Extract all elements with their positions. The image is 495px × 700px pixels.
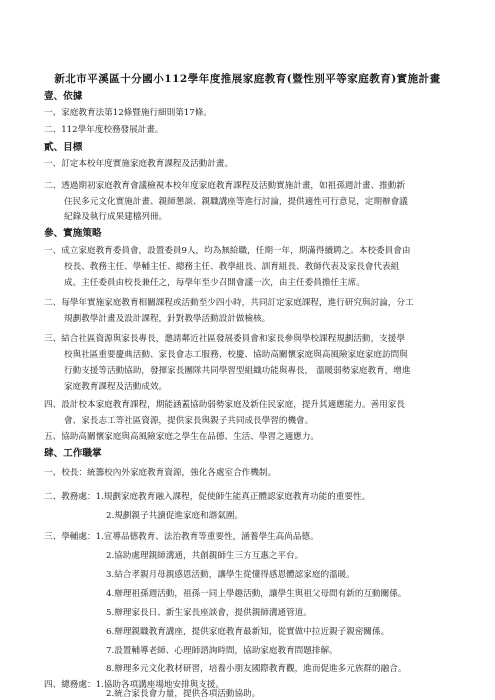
section-heading-goals: 貳、目標	[44, 142, 83, 153]
strategy-line: 四、設計校本家庭教育課程，期能涵蓋協助弱勢家庭及新住民家庭，提升其適應能力。善用家長	[44, 400, 405, 410]
goals-line: 一、訂定本校年度實施家庭教育課程及活動計畫。	[44, 159, 234, 169]
duty-line: 四、總務處：1.協助各項講座場地安排與支援。	[44, 680, 225, 690]
duty-line: 4.辦理祖孫週活動，祖孫一同上學趣活動，讓學生與祖父母間有新的互動關係。	[106, 589, 407, 599]
duty-line: 8.辦理多元文化教材研習，培養小朋友國際教育觀，進而促進多元族群的融合。	[106, 664, 407, 674]
strategy-line: 規劃教學計畫及設計課程，針對教學活動設計做檢核。	[64, 314, 271, 324]
duty-line: 3.結合孝親月母親感恩活動，讓學生從懂得感恩體認家庭的溫暖。	[106, 570, 355, 580]
strategy-line: 一、成立家庭教育委員會，設置委員9人，均為無給職，任期一年，期滿得續聘之。本校委員會由	[44, 246, 411, 256]
strategy-line: 家庭教育課程及活動成效。	[64, 382, 168, 392]
strategy-line: 行動支援等活動協助，發揮家長團隊共同學習型組織功能與專長， 溫暖弱勢家庭教育，增進	[64, 366, 411, 376]
strategy-line: 五、協助高關懷家庭與高風險家庭之學生在品德、生活、學習之適應力。	[44, 432, 320, 442]
basis-item: 二、112學年度校務發展計畫。	[44, 125, 164, 135]
duty-line: 5.辦理家長日、新生家長座談會，提供親師溝通管道。	[106, 608, 312, 618]
goals-line: 紀錄及執行成果建檔列冊。	[64, 212, 168, 222]
goals-line: 住民多元文化實施計畫、親師懇談、親職講座等進行討論，提供適性可行意見，定期辦會議	[64, 197, 408, 207]
section-heading-duties: 肆、工作職掌	[44, 448, 102, 459]
strategy-line: 校長、教務主任、學輔主任、總務主任、教學組長、訓育組長、教師代表及家長會代表組	[64, 262, 400, 272]
duty-line: 2.統合家長會力量，提供各項活動協助。	[106, 689, 261, 699]
section-heading-basis: 壹、依據	[44, 91, 83, 102]
goals-line: 二、透過期初家庭教育會議檢視本校年度家庭教育課程及活動實施計畫，如祖孫週計畫、推動新	[44, 181, 405, 191]
strategy-line: 三、結合社區資源與家長專長，邀請鄰近社區發展委員會和家長參與學校課程規劃活動，支援學	[44, 334, 405, 344]
duty-line: 2.協助處理親師溝通，共創親師生三方互惠之平台。	[106, 551, 304, 561]
basis-item: 一、家庭教育法第12條暨施行細則第17條。	[44, 108, 212, 118]
section-heading-strategies: 參、實施策略	[44, 228, 102, 239]
strategy-line: 二、每學年實施家庭教育相關課程或活動至少四小時，共同訂定家庭課程，進行研究與討論，分工	[44, 298, 414, 308]
duty-line: 2.規劃親子共讀促進家庭和諧氣圍。	[106, 511, 244, 521]
duty-line: 三、學輔處：1.宣導品德教育、法治教育等重要性，涵養學生高尚品德。	[44, 532, 319, 542]
duty-line: 二、教務處：1.規劃家庭教育融入課程，促使師生能真正體認家庭教育功能的重要性。	[44, 492, 371, 502]
duty-line: 7.設置輔導老師、心理師諮詢時間，協助家庭教育問題排解。	[106, 646, 338, 656]
duty-line: 一、校長：統籌校內外家庭教育資源，強化各處室合作機制。	[44, 468, 277, 478]
duty-line: 6.辦理親職教育講座，提供家庭教育最新知，從實做中拉近親子親密關係。	[106, 627, 390, 637]
strategy-line: 成。主任委員由校長兼任之，每學年至少召開會議一次，由主任委員擔任主席。	[64, 278, 365, 288]
strategy-line: 會、家長志工等社區資源，提供家長與親子共同成長學習的機會。	[64, 416, 314, 426]
strategy-line: 校與社區重要慶典活動、家長會志工服務、校慶、協助高關懷家庭與高風險家庭家庭訪問與	[64, 350, 408, 360]
document-title: 新北市平溪區十分國小112學年度推展家庭教育(暨性別平等家庭教育)實施計畫	[54, 73, 441, 85]
